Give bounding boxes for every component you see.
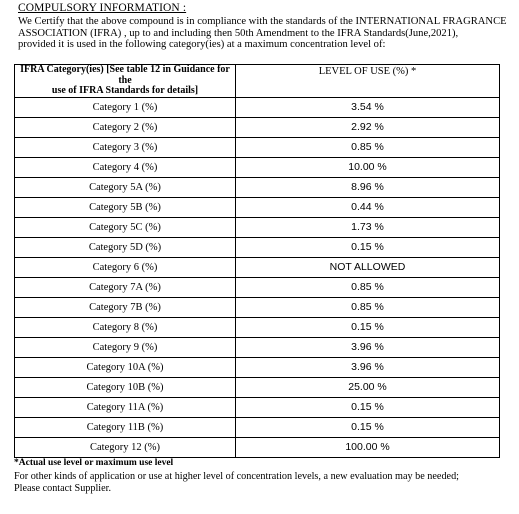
category-cell: Category 4 (%) bbox=[15, 157, 236, 177]
table-row bbox=[15, 197, 500, 217]
level-of-use-cell: 3.96 % bbox=[236, 357, 500, 377]
category-cell: Category 10B (%) bbox=[15, 377, 236, 397]
table-row bbox=[15, 97, 500, 117]
table-row bbox=[15, 337, 500, 357]
compliance-statement-line: ASSOCIATION (IFRA) , up to and including then 50th Amendment to the IFRA Standards(June,2021), bbox=[18, 27, 459, 39]
table-row bbox=[15, 257, 500, 277]
level-of-use-cell: 0.15 % bbox=[236, 397, 500, 417]
category-cell: Category 6 (%) bbox=[15, 257, 236, 277]
table-row bbox=[15, 317, 500, 337]
header-category bbox=[15, 65, 236, 98]
header-category-line: IFRA Category(ies) [See table 12 in Guidance for the bbox=[20, 64, 230, 86]
table-row bbox=[15, 417, 500, 437]
category-cell: Category 5C (%) bbox=[15, 217, 236, 237]
level-of-use-cell: 25.00 % bbox=[236, 377, 500, 397]
level-of-use-cell: 100.00 % bbox=[236, 437, 500, 457]
level-of-use-cell: 3.54 % bbox=[236, 97, 500, 117]
compliance-statement-line: We Certify that the above compound is in compliance with the standards of the INTERNATIONAL FRAGRANCE bbox=[18, 16, 507, 27]
table-row bbox=[15, 397, 500, 417]
table-body bbox=[15, 97, 500, 457]
level-of-use-cell: 1.73 % bbox=[236, 217, 500, 237]
category-cell: Category 5B (%) bbox=[15, 197, 236, 217]
category-cell: Category 11B (%) bbox=[15, 417, 236, 437]
category-cell: Category 12 (%) bbox=[15, 437, 236, 457]
category-cell: Category 8 (%) bbox=[15, 317, 236, 337]
table-row bbox=[15, 157, 500, 177]
category-cell: Category 1 (%) bbox=[15, 97, 236, 117]
table-row bbox=[15, 117, 500, 137]
category-cell: Category 11A (%) bbox=[15, 397, 236, 417]
level-of-use-cell: 0.15 % bbox=[236, 417, 500, 437]
table-row bbox=[15, 217, 500, 237]
footnote: *Actual use level or maximum use level bbox=[14, 458, 174, 468]
category-cell: Category 2 (%) bbox=[15, 117, 236, 137]
level-of-use-cell: 2.92 % bbox=[236, 117, 500, 137]
level-of-use-cell: 3.96 % bbox=[236, 337, 500, 357]
table-row bbox=[15, 237, 500, 257]
level-of-use-cell: 10.00 % bbox=[236, 157, 500, 177]
table-row bbox=[15, 177, 500, 197]
category-cell: Category 10A (%) bbox=[15, 357, 236, 377]
other-application-line: Please contact Supplier. bbox=[14, 482, 112, 494]
level-of-use-cell: 0.85 % bbox=[236, 137, 500, 157]
table-row bbox=[15, 137, 500, 157]
level-of-use-cell: 8.96 % bbox=[236, 177, 500, 197]
category-cell: Category 5D (%) bbox=[15, 237, 236, 257]
other-application-note bbox=[14, 471, 514, 494]
table-header-row bbox=[15, 65, 500, 98]
level-of-use-cell: 0.85 % bbox=[236, 277, 500, 297]
level-of-use-cell: NOT ALLOWED bbox=[236, 257, 500, 277]
ifra-category-table bbox=[14, 64, 500, 458]
table-row bbox=[15, 357, 500, 377]
category-cell: Category 7B (%) bbox=[15, 297, 236, 317]
header-category-line: use of IFRA Standards for details] bbox=[51, 85, 199, 96]
header-level-of-use: LEVEL OF USE (%) * bbox=[236, 65, 500, 98]
table-row bbox=[15, 277, 500, 297]
level-of-use-cell: 0.15 % bbox=[236, 237, 500, 257]
compliance-statement bbox=[18, 16, 508, 51]
compliance-statement-line: provided it is used in the following category(ies) at a maximum concentration level of: bbox=[18, 39, 386, 50]
level-of-use-cell: 0.44 % bbox=[236, 197, 500, 217]
category-cell: Category 9 (%) bbox=[15, 337, 236, 357]
level-of-use-cell: 0.85 % bbox=[236, 297, 500, 317]
category-cell: Category 7A (%) bbox=[15, 277, 236, 297]
other-application-line: For other kinds of application or use at higher level of concentration levels, a new evaluation may be needed; bbox=[14, 471, 459, 482]
category-cell: Category 3 (%) bbox=[15, 137, 236, 157]
category-cell: Category 5A (%) bbox=[15, 177, 236, 197]
table-row bbox=[15, 297, 500, 317]
level-of-use-cell: 0.15 % bbox=[236, 317, 500, 337]
table-row bbox=[15, 437, 500, 457]
table-row bbox=[15, 377, 500, 397]
section-heading: COMPULSORY INFORMATION : bbox=[18, 2, 187, 14]
